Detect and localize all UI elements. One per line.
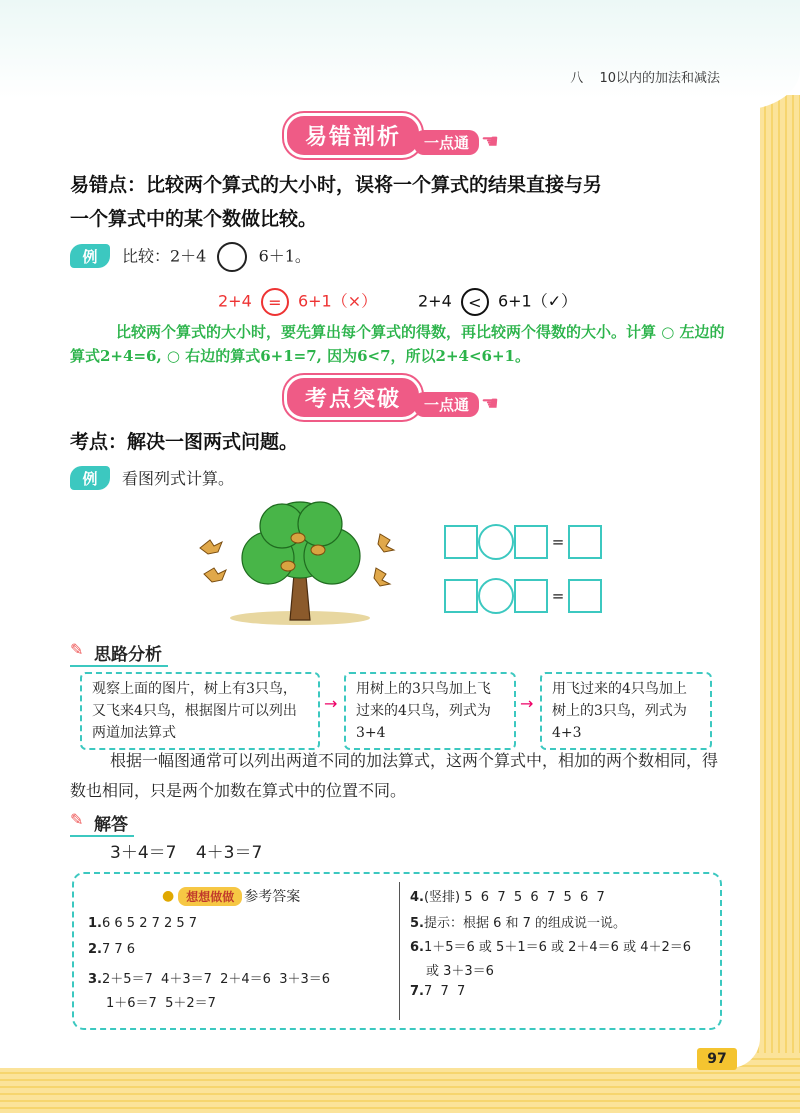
ref-answer-3 xyxy=(88,968,330,987)
blank-box[interactable] xyxy=(514,579,548,613)
compare-suffix: 6＋1。 xyxy=(258,246,311,266)
ref-num: 3. xyxy=(88,972,102,987)
flow-arrow-icon: → xyxy=(324,694,338,713)
chapter-title: 10以内的加法和减法 xyxy=(599,71,720,86)
ref-num: 4. xyxy=(410,890,424,905)
ref-num: 5. xyxy=(410,916,424,931)
example-tag: 例 xyxy=(70,466,110,490)
blank-circle xyxy=(217,242,247,272)
ref-text: 提示：根据 6 和 7 的组成说一说。 xyxy=(423,916,627,931)
reference-badge: 想想做做 xyxy=(178,887,242,906)
banner-tag: 一点通 xyxy=(414,130,479,155)
right-right: 6+1（✓） xyxy=(497,291,578,311)
ref-answer-6 xyxy=(410,936,691,955)
wrong-left: 2+4 xyxy=(218,291,252,311)
pointing-hand-icon: ☚ xyxy=(481,129,499,153)
mistake-heading-line2: 一个算式中的某个数做比较。 xyxy=(70,208,318,230)
ref-text: 7 7 7 xyxy=(423,984,466,999)
section-banner-mistakes xyxy=(284,114,499,156)
blank-operator[interactable] xyxy=(478,524,514,560)
example-tag: 例 xyxy=(70,244,110,268)
ref-text: 7 7 6 xyxy=(101,942,136,957)
pencil-icon: ✎ xyxy=(70,640,84,659)
right-symbol: < xyxy=(461,288,489,316)
ref-answer-2 xyxy=(88,942,135,957)
right-left: 2+4 xyxy=(418,291,452,311)
blank-box[interactable] xyxy=(444,525,478,559)
analysis-heading xyxy=(70,640,168,667)
blank-box[interactable] xyxy=(568,579,602,613)
blank-box[interactable] xyxy=(568,525,602,559)
equals-sign: = xyxy=(551,533,565,551)
ref-text: 2＋5＝7 4＋3＝7 2＋4＝6 3＋3＝6 xyxy=(101,972,331,987)
ref-num: 2. xyxy=(88,942,102,957)
blank-box[interactable] xyxy=(514,525,548,559)
page-number: 97 xyxy=(697,1048,737,1070)
ref-answer-1 xyxy=(88,916,197,931)
key-point-heading: 考点：解决一图两式问题。 xyxy=(70,431,299,453)
pencil-icon: ✎ xyxy=(70,810,84,829)
flow-step-3: 用飞过来的4只鸟加上树上的3只鸟，列式为4+3 xyxy=(540,672,712,750)
answer-title: 解答 xyxy=(94,815,128,835)
compare-example xyxy=(122,242,311,272)
answer-heading xyxy=(70,810,134,837)
wrong-comparison xyxy=(218,288,377,316)
equals-sign: = xyxy=(551,587,565,605)
ref-num: 6. xyxy=(410,940,424,955)
blank-box[interactable] xyxy=(444,579,478,613)
analysis-paragraph: 根据一幅图通常可以列出两道不同的加法算式，这两个算式中，相加的两个数相同，得数也相同，只是两个加数在算式中的位置不同。 xyxy=(70,751,719,800)
section-banner-key-points xyxy=(284,376,499,418)
banner-title: 考点突破 xyxy=(284,375,422,420)
tree-birds-illustration xyxy=(190,496,430,626)
chick-icon: ● xyxy=(162,888,175,904)
flow-step-2: 用树上的3只鸟加上飞过来的4只鸟，列式为3+4 xyxy=(344,672,516,750)
panel-divider xyxy=(399,882,400,1020)
ref-answer-6-cont xyxy=(426,960,494,979)
ref-num: 7. xyxy=(410,984,424,999)
ref-answer-4 xyxy=(410,886,605,905)
analysis-title: 思路分析 xyxy=(94,645,162,665)
pointing-hand-icon: ☚ xyxy=(481,391,499,415)
equation-row-1 xyxy=(444,524,602,560)
reference-title-text: 参考答案 xyxy=(244,889,301,905)
ref-answer-3-cont xyxy=(106,992,216,1011)
equation-blanks xyxy=(444,524,602,632)
ref-text: 或 3＋3＝6 xyxy=(426,964,494,979)
mistake-heading xyxy=(70,168,602,236)
wrong-symbol: = xyxy=(261,288,289,316)
equation-row-2 xyxy=(444,578,602,614)
ref-num: 1. xyxy=(88,916,102,931)
answer-equations: 3＋4＝7 4＋3＝7 xyxy=(110,843,263,863)
banner-tag: 一点通 xyxy=(414,392,479,417)
page-top-band xyxy=(0,0,800,110)
mistake-heading-line1: 易错点：比较两个算式的大小时，误将一个算式的结果直接与另 xyxy=(70,174,603,196)
reference-answer-panel xyxy=(72,872,722,1030)
flow-arrow-icon: → xyxy=(520,694,534,713)
ref-text: 1＋6＝7 5＋2＝7 xyxy=(106,996,216,1011)
mistake-explanation: 比较两个算式的大小时，要先算出每个算式的得数，再比较两个得数的大小。计算 ○ 左边的算式2+4=6, ○ 右边的算式6+1=7, 因为6<7，所以2+4<6+1。 xyxy=(70,323,725,365)
right-comparison xyxy=(418,288,577,316)
ref-text: 6 6 5 2 7 2 5 7 xyxy=(101,916,198,931)
ref-text: (竖排) 5 6 7 5 6 7 5 6 7 xyxy=(423,890,605,905)
ref-answer-5 xyxy=(410,912,626,931)
blank-operator[interactable] xyxy=(478,578,514,614)
flow-step-1: 观察上面的图片，树上有3只鸟，又飞来4只鸟，根据图片可以列出两道加法算式 xyxy=(80,672,320,750)
compare-prefix: 比较：2＋4 xyxy=(122,246,207,266)
banner-title: 易错剖析 xyxy=(284,113,422,158)
ref-text: 1＋5＝6 或 5＋1＝6 或 2＋4＝6 或 4＋2＝6 xyxy=(423,940,692,955)
wrong-right: 6+1（×） xyxy=(297,291,378,311)
reference-title xyxy=(162,886,300,906)
chapter-header xyxy=(558,67,720,86)
ref-answer-7 xyxy=(410,984,465,999)
example-instruction: 看图列式计算。 xyxy=(122,469,235,488)
chapter-number: 八 xyxy=(570,71,584,86)
